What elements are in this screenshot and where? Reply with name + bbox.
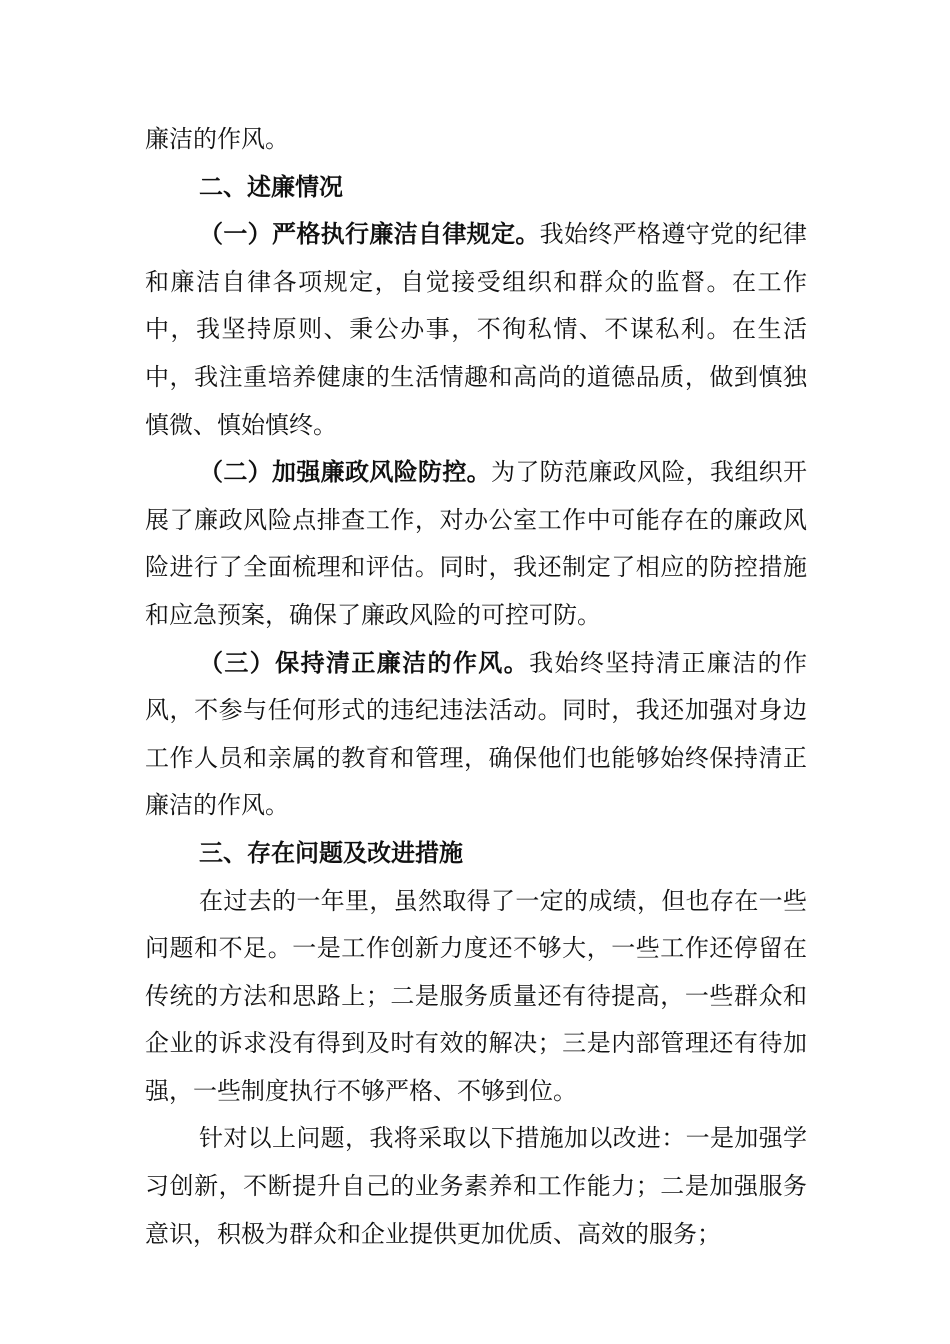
continuation-text: 廉洁的作风。 <box>145 125 289 153</box>
paragraph-measures: 针对以上问题，我将采取以下措施加以改进：一是加强学习创新，不断提升自己的业务素养和工作能力；二是加强服务意识，积极为群众和企业提供更加优质、高效的服务； <box>145 1124 807 1248</box>
paragraph-problems: 在过去的一年里，虽然取得了一定的成绩，但也存在一些问题和不足。一是工作创新力度还不够大，一些工作还停留在传统的方法和思路上；二是服务质量还有待提高，一些群众和企业的诉求没有得到及时有效的解决；三是内部管理还有待加强，一些制度执行不够严格、不够到位。 <box>145 886 807 1105</box>
item-lead: （二）加强廉政风险防控。 <box>199 458 491 487</box>
paragraph-item-3 <box>145 640 807 830</box>
section-heading-3: 三、存在问题及改进措施 <box>199 838 463 867</box>
item-text: 我始终坚持清正廉洁的作风，不参与任何形式的违纪违法活动。同时，我还加强对身边工作人员和亲属的教育和管理，确保他们也能够始终保持清正廉洁的作风。 <box>145 648 808 820</box>
item-lead: （一）严格执行廉洁自律规定。 <box>199 220 540 249</box>
item-lead: （三）保持清正廉洁的作风。 <box>199 648 530 677</box>
paragraph-item-1 <box>145 211 807 449</box>
item-text: 我始终严格遵守党的纪律和廉洁自律各项规定，自觉接受组织和群众的监督。在工作中，我坚持原则、秉公办事，不徇私情、不谋私利。在生活中，我注重培养健康的生活情趣和高尚的道德品质，做到慎独慎微、慎始慎终。 <box>145 220 808 439</box>
section-heading-2: 二、述廉情况 <box>199 172 343 201</box>
document-body <box>145 116 807 1258</box>
paragraph-item-2 <box>145 449 807 639</box>
item-text: 为了防范廉政风险，我组织开展了廉政风险点排查工作，对办公室工作中可能存在的廉政风险进行了全面梳理和评估。同时，我还制定了相应的防控措施和应急预案，确保了廉政风险的可控可防。 <box>145 458 807 629</box>
